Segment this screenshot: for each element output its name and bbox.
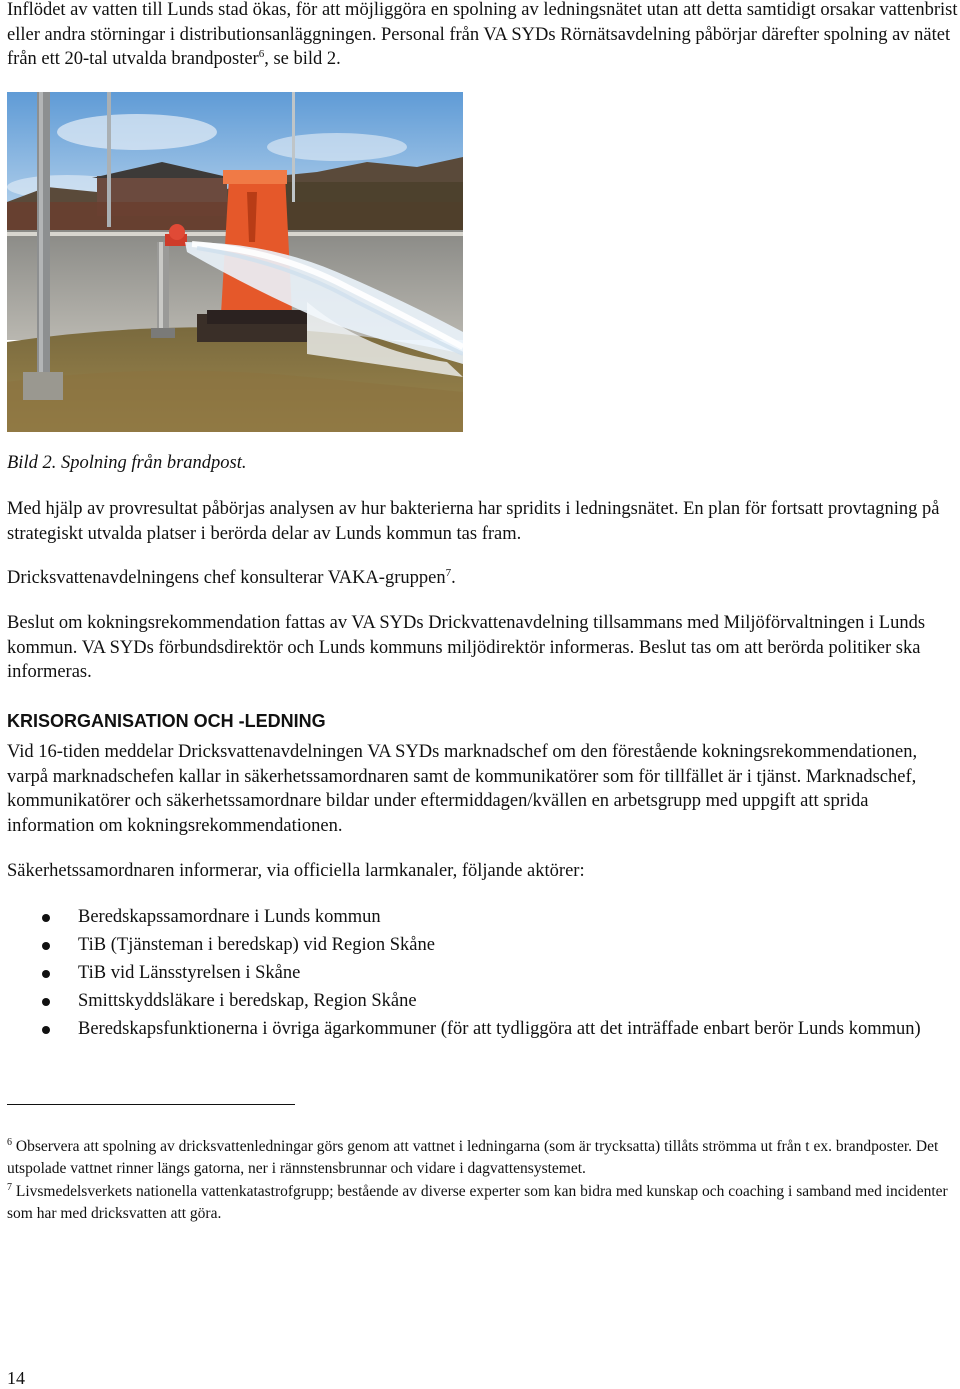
footnote-separator: [7, 1104, 295, 1105]
actors-intro-paragraph: Säkerhetssamordnaren informerar, via officiella larmkanaler, följande aktörer:: [7, 861, 585, 881]
footnote-6: $^6$ Observera att spolning av dricksvattenledningar görs genom att vattnet i ledningarna (som är trycksatta) tillåts strömma ut från t ex. brandposter. Det utspolade vattnet rinner längs gatorna, ner i rännstensbrunnar och vidare i dagvattensystemet.: [7, 1136, 939, 1177]
footnote-ref-6[interactable]: 6: [258, 47, 265, 60]
crisis-paragraph: Vid 16-tiden meddelar Dricksvattenavdelningen VA SYDs marknadschef om den förestående kokningsrekommendationen, varpå marknadschefen kallar in säkerhetssamordnaren samt de kommunikatörer som för tillfället är i tjänst. Marknadschef, kommunikatörer och säkerhetssamordnare bildar under eftermiddagen/kvällen en arbetsgrupp med uppgift att sprida information om kokningsrekommendationen.: [7, 742, 918, 836]
intro-paragraph: Inflödet av vatten till Lunds stad ökas, för att möjliggöra en spolning av ledningsnätet utan att detta samtidigt orsakar vattenbrist eller andra störningar i distributionsanläggningen. Personal från VA SYDs Rörnätsavdelning påbörjar därefter spolning av nätet från ett 20-tal utvalda brandposter$^6$, se bild 2.: [7, 0, 958, 69]
list-item: TiB vid Länsstyrelsen i Skåne: [0, 961, 958, 986]
section-heading: KRISORGANISATION OCH -LEDNING: [7, 711, 326, 731]
footnote-ref-7[interactable]: 7: [445, 566, 452, 579]
analysis-paragraph: Med hjälp av provresultat påbörjas analysen av hur bakterierna har spridits i ledningsnätet. En plan för fortsatt provtagning på strategiskt utvalda platser i berörda delar av Lunds kommun tas fram.: [7, 499, 940, 544]
page-number: 14: [7, 1368, 25, 1388]
list-item: Beredskapssamordnare i Lunds kommun: [0, 905, 958, 930]
bullet-icon: [42, 970, 50, 978]
decision-paragraph: Beslut om kokningsrekommendation fattas av VA SYDs Drickvattenavdelning tillsammans med Miljöförvaltningen i Lunds kommun. VA SYDs förbundsdirektör och Lunds kommuns miljödirektör informeras. Beslut tas om att berörda politiker ska informeras.: [7, 613, 926, 682]
list-item: Beredskapsfunktionerna i övriga ägarkommuner (för att tydliggöra att det inträffade enbart berör Lunds kommun): [0, 1017, 958, 1042]
bullet-icon: [42, 998, 50, 1006]
hydrant-flushing-photo: [7, 92, 463, 432]
bullet-icon: [42, 914, 50, 922]
bullet-icon: [42, 942, 50, 950]
actors-list: [0, 905, 958, 1045]
vaka-paragraph: Dricksvattenavdelningens chef konsulterar VAKA-gruppen$^7$.: [7, 566, 456, 588]
footnote-7: $^7$ Livsmedelsverkets nationella vattenkatastrofgrupp; bestående av diverse experter som kan bidra med kunskap och coaching i samband med incidenter som har med dricksvatten att göra.: [7, 1181, 948, 1222]
bullet-icon: [42, 1026, 50, 1034]
list-item: Smittskyddsläkare i beredskap, Region Skåne: [0, 989, 958, 1014]
figure-caption: Bild 2. Spolning från brandpost.: [7, 453, 247, 473]
list-item: TiB (Tjänsteman i beredskap) vid Region Skåne: [0, 933, 958, 958]
